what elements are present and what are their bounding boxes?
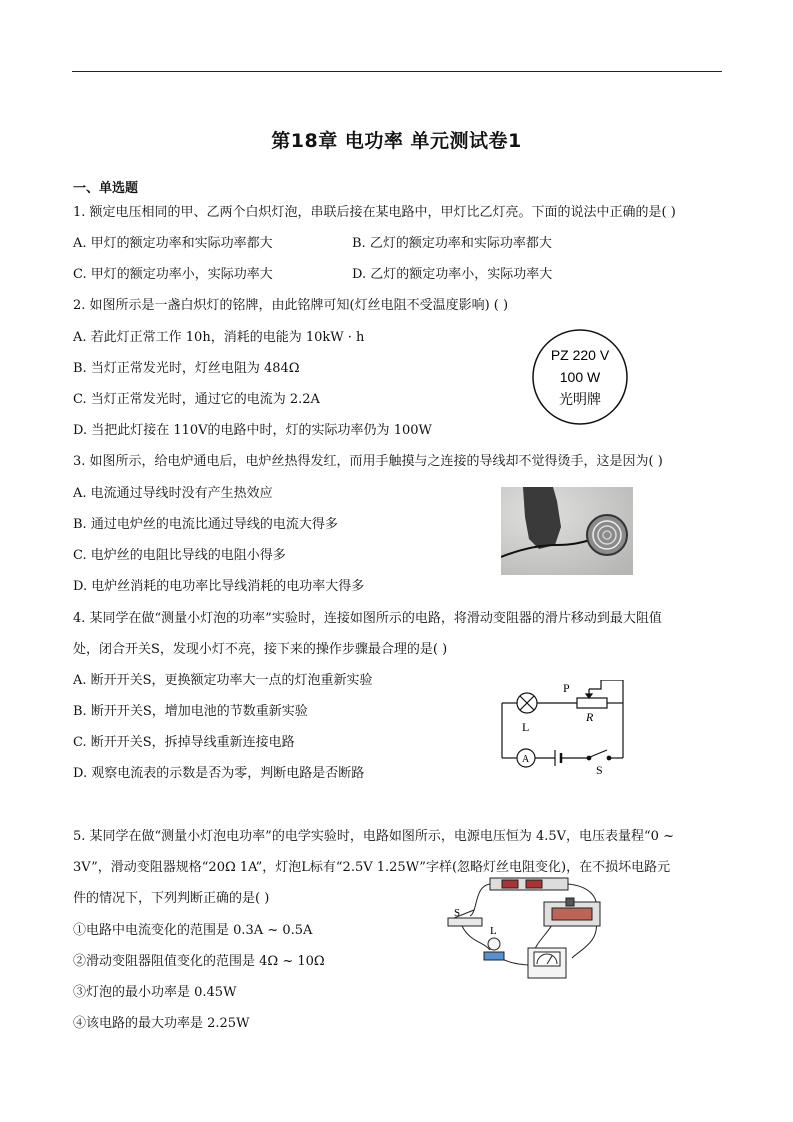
question-2-option-a: A. 若此灯正常工作 10h，消耗的电能为 10kW · h — [73, 330, 365, 345]
question-4-option-a: A. 断开开关S，更换额定功率大一点的灯泡重新实验 — [73, 673, 373, 688]
question-4-stem-line1: 4. 某同学在做“测量小灯泡的功率”实验时，连接如图所示的电路，将滑动变阻器的滑片移动到最大阻值 — [73, 611, 662, 626]
question-4-option-d: D. 观察电流表的示数是否为零，判断电路是否断路 — [73, 766, 365, 781]
question-1-stem: 1. 额定电压相同的甲、乙两个白炽灯泡，串联后接在某电路中，甲灯比乙灯亮。下面的说法中正确的是( ) — [73, 205, 676, 220]
question-1-option-b: B. 乙灯的额定功率和实际功率都大 — [352, 236, 552, 251]
switch-base — [448, 918, 482, 926]
apparatus-label-s: S — [454, 907, 461, 919]
question-5-stem-line1: 5. 某同学在做“测量小灯泡电功率”的电学实验时，电路如图所示，电源电压恒为 4.5V，电压表量程“0 ~ — [73, 829, 674, 844]
question-5-statement-3: ③灯泡的最小功率是 0.45W — [73, 985, 237, 1000]
nameplate-brand: 光明牌 — [559, 392, 601, 408]
question-4-stem-line2: 处，闭合开关S，发现小灯不亮，接下来的操作步骤最合理的是( ) — [73, 642, 448, 657]
question-2-option-b: B. 当灯正常发光时，灯丝电阻为 484Ω — [73, 361, 300, 376]
apparatus-figure — [440, 872, 620, 990]
label-p: P — [563, 681, 570, 695]
question-5-stem-line2: 3V”，滑动变阻器规格“20Ω 1A”，灯泡L标有“2.5V 1.25W”字样(忽略灯丝电阻变化)，在不损坏电路元 — [73, 860, 671, 875]
label-s: S — [596, 763, 603, 775]
question-3-option-a: A. 电流通过导线时没有产生热效应 — [73, 486, 273, 501]
lamp-bulb — [488, 938, 500, 950]
label-a: A — [522, 754, 530, 765]
apparatus-label-l: L — [490, 925, 497, 937]
question-3-stem: 3. 如图所示，给电炉通电后，电炉丝热得发红，而用手触摸与之连接的导线却不觉得烫手，这是因为( ) — [73, 454, 663, 469]
label-r: R — [586, 710, 594, 724]
question-1-option-d: D. 乙灯的额定功率小，实际功率大 — [352, 267, 553, 282]
rheostat-symbol — [577, 698, 607, 708]
question-2-option-c: C. 当灯正常发光时，通过它的电流为 2.2A — [73, 392, 320, 407]
question-2-stem: 2. 如图所示是一盏白炽灯的铭牌，由此铭牌可知(灯丝电阻不受温度影响) ( ) — [73, 298, 509, 313]
question-5-statement-4: ④该电路的最大功率是 2.25W — [73, 1016, 250, 1031]
nameplate-voltage: PZ 220 V — [550, 347, 610, 363]
question-1-option-c: C. 甲灯的额定功率小，实际功率大 — [73, 267, 273, 282]
question-4-option-b: B. 断开开关S，增加电池的节数重新实验 — [73, 704, 308, 719]
question-3-option-d: D. 电炉丝消耗的电功率比导线消耗的电功率大得多 — [73, 579, 365, 594]
header-rule — [72, 71, 722, 72]
section-heading: 一、单选题 — [73, 181, 139, 196]
question-4-option-c: C. 断开开关S，拆掉导线重新连接电路 — [73, 735, 295, 750]
question-2-option-d: D. 当把此灯接在 110V的电路中时，灯的实际功率仍为 100W — [73, 423, 432, 438]
nameplate-figure — [530, 327, 630, 427]
question-5-statement-2: ②滑动变阻器阻值变化的范围是 4Ω ~ 10Ω — [73, 954, 325, 969]
nameplate-power: 100 W — [559, 369, 601, 385]
electric-stove-photo — [501, 487, 633, 575]
circuit-diagram — [495, 680, 630, 775]
question-1-option-a: A. 甲灯的额定功率和实际功率都大 — [73, 236, 273, 251]
page-title: 第18章 电功率 单元测试卷1 — [271, 130, 522, 152]
question-5-statement-1: ①电路中电流变化的范围是 0.3A ~ 0.5A — [73, 923, 313, 938]
question-5-stem-line3: 件的情况下，下列判断正确的是( ) — [73, 891, 270, 906]
question-3-option-c: C. 电炉丝的电阻比导线的电阻小得多 — [73, 548, 286, 563]
label-l: L — [522, 720, 530, 734]
question-3-option-b: B. 通过电炉丝的电流比通过导线的电流大得多 — [73, 517, 338, 532]
